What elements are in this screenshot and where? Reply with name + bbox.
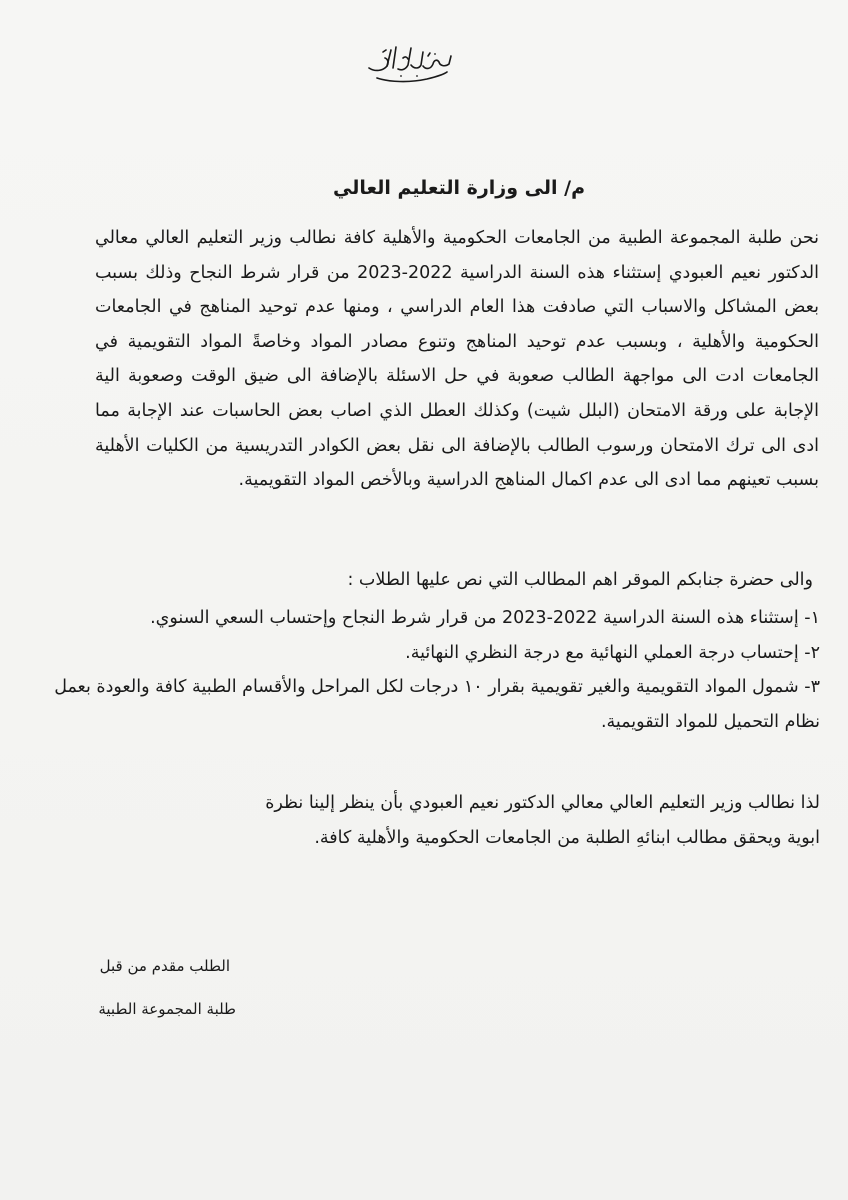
- demand-item: ٣- شمول المواد التقويمية والغير تقويمية بقرار ١٠ درجات لكل المراحل والأقسام الطبية كافة والعودة بعمل نظام التحميل للمواد التقويمية.: [54, 677, 820, 732]
- demands-intro: والى حضرة جنابكم الموقر اهم المطالب التي نص عليها الطلاب :: [347, 570, 813, 590]
- closing-paragraph: لذا نطالب وزير التعليم العالي معالي الدكتور نعيم العبودي بأن ينظر إلينا نظرة ابوية ويحقق مطالب ابنائهِ الطلبة من الجامعات الحكومية والأهلية كافة.: [265, 793, 820, 848]
- demands-list: [30, 601, 820, 739]
- signature-line-submitted-by: الطلب مقدم من قبل: [99, 957, 230, 975]
- intro-paragraph: نحن طلبة المجموعة الطبية من الجامعات الحكومية والأهلية كافة نطالب وزير التعليم العالي معالي الدكتور نعيم العبودي إستثناء هذه السنة الدراسية 2022-2023 من قرار شرط النجاح وذلك بسبب بعض المشاكل والاسباب التي صادفت هذا العام الدراسي ، ومنها عدم توحيد المناهج في الجامعات الحكومية والأهلية ، وبسبب عدم توحيد المناهج وتنوع مصادر المواد وخاصةً المواد التقويمية في الجامعات ادت الى مواجهة الطالب صعوبة في حل الاسئلة بالإضافة الى ضيق الوقت وصعوبة الية الإجابة على ورقة الامتحان (البلل شيت) وكذلك العطل الذي اصاب بعض الحاسبات عند الإجابة مما ادى الى ترك الامتحان ورسوب الطالب بالإضافة الى نقل بعض الكوادر التدريسية من الكليات الأهلية بسبب تعينهم مما ادى الى عدم اكمال المناهج الدراسية وبالأخص المواد التقويمية.: [95, 228, 819, 491]
- demand-item: ٢- إحتساب درجة العملي النهائية مع درجة النظري النهائية.: [405, 642, 820, 663]
- demand-item: ١- إستثناء هذه السنة الدراسية 2022-2023 من قرار شرط النجاح وإحتساب السعي السنوي.: [150, 608, 820, 628]
- letter-title: م/ الى وزارة التعليم العالي: [332, 177, 585, 199]
- signature-line-medical-students: طلبة المجموعة الطبية: [98, 1000, 236, 1018]
- basmala-calligraphy: [365, 38, 455, 86]
